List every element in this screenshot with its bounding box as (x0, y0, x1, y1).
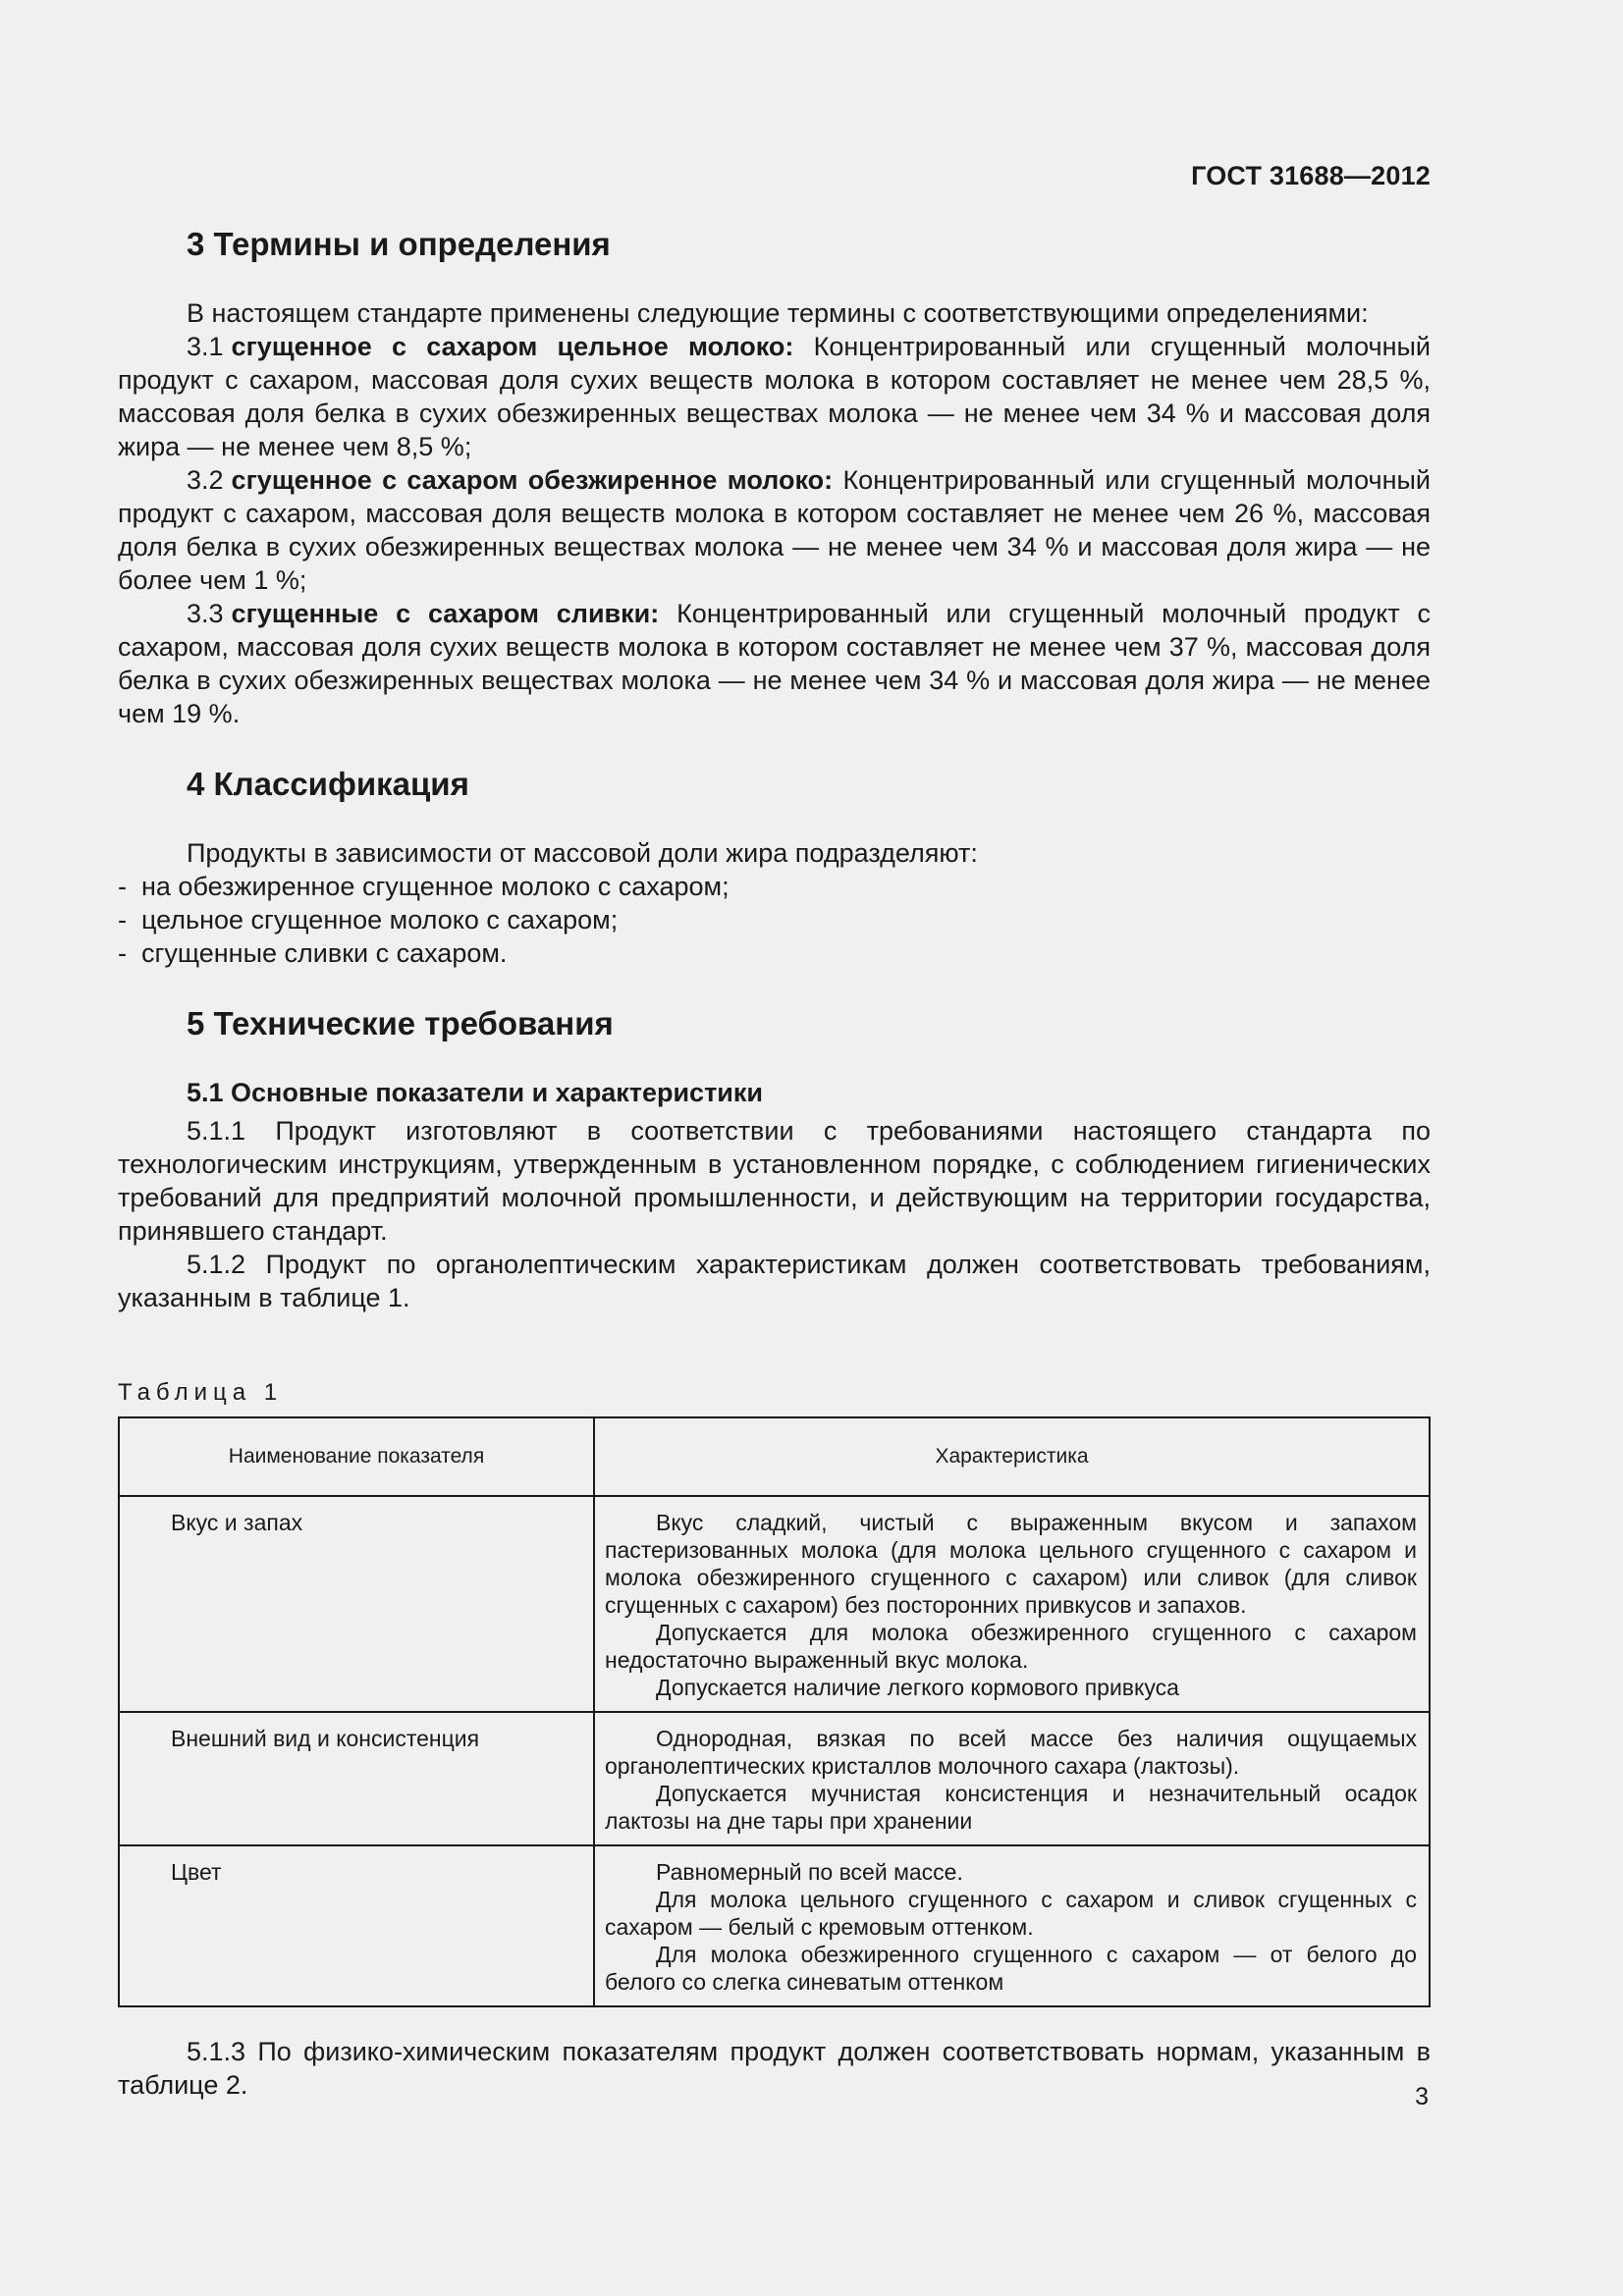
section-3-title: 3 Термины и определения (187, 226, 611, 262)
term-number: 3.2 (187, 464, 224, 495)
page-number: 3 (1415, 2083, 1429, 2110)
paragraph-5-1-3: 5.1.3 По физико-химическим показателям продукт должен соответствовать нормам, указанным в таблице 2. (118, 2036, 1431, 2100)
term-name: сгущенное с сахаром цельное молоко: (231, 331, 794, 361)
list-item: - цельное сгущенное молоко с сахаром; (118, 904, 619, 934)
list-item: - сгущенные сливки с сахаром. (118, 937, 508, 968)
section-4-title: 4 Классификация (187, 765, 469, 802)
row-characteristic (594, 1712, 1430, 1845)
row-characteristic (594, 1496, 1430, 1712)
characteristic-line: Для молока обезжиренного сгущенного с сахаром — от белого до белого со слегка синеватым оттенком (605, 1941, 1417, 1995)
term-number: 3.3 (187, 598, 224, 628)
characteristic-line: Вкус сладкий, чистый с выраженным вкусом и запахом пастеризованных молока (для молока цельного сгущенного с сахаром и молока обезжиренного сгущенного с сахаром) или сливок (для сливок сгущенных с сахаром) без посторонних привкусов и запахов. (605, 1509, 1417, 1618)
list-item: - на обезжиренное сгущенное молоко с сахаром; (118, 871, 730, 901)
row-indicator: Внешний вид и консистенция (119, 1712, 594, 1845)
classification-list (118, 870, 1431, 970)
characteristic-line: Однородная, вязкая по всей массе без наличия ощущаемых органолептических кристаллов молочного сахара (лактозы). (605, 1725, 1417, 1779)
list-item-text: цельное сгущенное молоко с сахаром; (141, 904, 619, 934)
row-indicator: Цвет (119, 1845, 594, 2006)
column-header-characteristic: Характеристика (594, 1417, 1430, 1496)
section-5-title: 5 Технические требования (187, 1004, 614, 1041)
term-3-2 (118, 463, 1431, 597)
table-1 (118, 1416, 1431, 2007)
characteristic-line: Допускается наличие легкого кормового привкуса (656, 1674, 1179, 1700)
term-3-1 (118, 330, 1431, 463)
term-3-3 (118, 597, 1431, 730)
row-indicator: Вкус и запах (119, 1496, 594, 1712)
term-definition: Концентрированный или сгущенный молочный продукт с сахаром, массовая доля сухих веществ молока в котором составляет не менее чем 28,5 %, массовая доля белка в сухих обезжиренных веществах молока — не менее чем 34 % и массовая доля жира — не менее чем 8,5 %; (118, 331, 1431, 461)
table-row (119, 1496, 1430, 1712)
term-definition: Концентрированный или сгущенный молочный продукт с сахаром, массовая доля веществ молока в котором составляет не менее чем 26 %, массовая доля белка в сухих обезжиренных веществах молока — не менее чем 34 % и массовая доля жира — не более чем 1 %; (118, 464, 1431, 595)
document-id-header: ГОСТ 31688—2012 (1191, 161, 1431, 190)
paragraph-5-1-2: 5.1.2 Продукт по органолептическим характеристикам должен соответствовать требованиям, указанным в таблице 1. (118, 1249, 1431, 1312)
term-name: сгущенное с сахаром обезжиренное молоко: (231, 464, 834, 495)
term-number: 3.1 (187, 331, 224, 361)
subsection-5-1-title: 5.1 Основные показатели и характеристики (187, 1077, 763, 1107)
term-name: сгущенные с сахаром сливки: (231, 598, 660, 628)
characteristic-line: Допускается для молока обезжиренного сгущенного с сахаром недостаточно выраженный вкус молока. (605, 1619, 1417, 1673)
table-1-caption: Таблица 1 (118, 1378, 284, 1406)
section-3-intro: В настоящем стандарте применены следующие термины с соответствующими определениями: (187, 297, 1369, 328)
list-item-text: на обезжиренное сгущенное молоко с сахаром; (141, 871, 730, 901)
characteristic-line: Для молока цельного сгущенного с сахаром и сливок сгущенных с сахаром — белый с кремовым оттенком. (605, 1886, 1417, 1940)
table-row (119, 1712, 1430, 1845)
page-content (118, 226, 1431, 2102)
row-characteristic (594, 1845, 1430, 2006)
characteristic-line: Равномерный по всей массе. (656, 1858, 963, 1885)
table-header-row (119, 1417, 1430, 1496)
table-row (119, 1845, 1430, 2006)
term-definition: Концентрированный или сгущенный молочный продукт с сахаром, массовая доля сухих веществ молока в котором составляет не менее чем 37 %, массовая доля белка в сухих обезжиренных веществах молока — не менее чем 34 % и массовая доля жира — не менее чем 19 %. (118, 598, 1432, 728)
column-header-indicator: Наименование показателя (119, 1417, 594, 1496)
paragraph-5-1-1: 5.1.1 Продукт изготовляют в соответствии с требованиями настоящего стандарта по технологическим инструкциям, утвержденным в установленном порядке, с соблюдением гигиенических требований для предприятий молочной промышленности, и действующим на территории государства, принявшего стандарт. (118, 1115, 1431, 1246)
list-item-text: сгущенные сливки с сахаром. (141, 937, 508, 968)
characteristic-line: Допускается мучнистая консистенция и незначительный осадок лактозы на дне тары при хранении (605, 1780, 1417, 1834)
section-4-intro: Продукты в зависимости от массовой доли жира подразделяют: (187, 837, 978, 868)
